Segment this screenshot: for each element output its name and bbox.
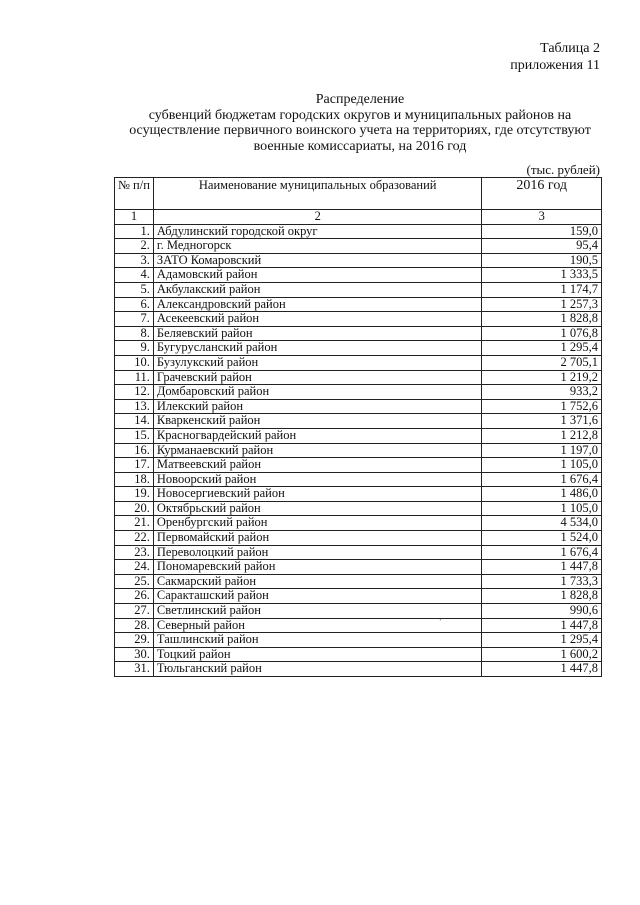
table-row	[115, 662, 602, 677]
row-number: 15.	[115, 428, 154, 443]
table-row	[115, 326, 602, 341]
row-number: 11.	[115, 370, 154, 385]
municipality-name: Северный район	[153, 618, 482, 633]
row-number: 31.	[115, 662, 154, 677]
table-row	[115, 589, 602, 604]
subvention-amount: 1 733,3	[482, 574, 602, 589]
table-row	[115, 268, 602, 283]
municipality-name: Новоорский район	[153, 472, 482, 487]
table-row	[115, 341, 602, 356]
municipality-name: Ташлинский район	[153, 633, 482, 648]
table-row	[115, 531, 602, 546]
column-number-1: 1	[115, 210, 154, 225]
subvention-amount: 1 447,8	[482, 560, 602, 575]
row-number: 9.	[115, 341, 154, 356]
subvention-amount: 1 371,6	[482, 414, 602, 429]
row-number: 27.	[115, 604, 154, 619]
table-row	[115, 647, 602, 662]
subvention-amount: 1 447,8	[482, 618, 602, 633]
row-number: 10.	[115, 355, 154, 370]
subvention-amount: 1 333,5	[482, 268, 602, 283]
row-number: 22.	[115, 531, 154, 546]
column-header-number: № п/п	[115, 178, 154, 210]
subvention-amount: 190,5	[482, 253, 602, 268]
row-number: 20.	[115, 501, 154, 516]
table-row	[115, 545, 602, 560]
subvention-amount: 1 752,6	[482, 399, 602, 414]
municipality-name: Беляевский район	[153, 326, 482, 341]
municipality-name: Бузулукский район	[153, 355, 482, 370]
municipality-name: Акбулакский район	[153, 282, 482, 297]
table-header-row	[115, 178, 602, 210]
subvention-amount: 1 600,2	[482, 647, 602, 662]
table-row	[115, 414, 602, 429]
column-header-name: Наименование муниципальных образований	[153, 178, 482, 210]
units-label: (тыс. рублей)	[526, 162, 600, 177]
title-line-1: Распределение	[315, 92, 405, 107]
row-number: 4.	[115, 268, 154, 283]
municipality-name: Грачевский район	[153, 370, 482, 385]
row-number: 13.	[115, 399, 154, 414]
appendix-reference: приложения 11	[510, 58, 600, 73]
row-number: 12.	[115, 385, 154, 400]
subvention-amount: 990,6	[482, 604, 602, 619]
column-number-3: 3	[482, 210, 602, 225]
municipality-name: Красногвардейский район	[153, 428, 482, 443]
table-row	[115, 487, 602, 502]
municipality-name: Светлинский район	[153, 604, 482, 619]
subvention-amount: 1 828,8	[482, 312, 602, 327]
table-row	[115, 472, 602, 487]
subvention-amount: 1 105,0	[482, 501, 602, 516]
table-row	[115, 501, 602, 516]
subvention-amount: 1 295,4	[482, 341, 602, 356]
municipality-name: Бугурусланский район	[153, 341, 482, 356]
table-row	[115, 574, 602, 589]
table-row	[115, 297, 602, 312]
table-row	[115, 370, 602, 385]
subvention-amount: 1 524,0	[482, 531, 602, 546]
table-row	[115, 560, 602, 575]
municipality-name: Матвеевский район	[153, 458, 482, 473]
row-number: 26.	[115, 589, 154, 604]
municipality-name: Первомайский район	[153, 531, 482, 546]
subvention-amount: 1 076,8	[482, 326, 602, 341]
column-number-2: 2	[153, 210, 482, 225]
municipality-name: Домбаровский район	[153, 385, 482, 400]
row-number: 2.	[115, 239, 154, 254]
subvention-amount: 159,0	[482, 224, 602, 239]
subvention-amount: 1 212,8	[482, 428, 602, 443]
row-number: 18.	[115, 472, 154, 487]
table-row	[115, 385, 602, 400]
row-number: 6.	[115, 297, 154, 312]
document-title	[112, 92, 608, 154]
subvention-amount: 1 295,4	[482, 633, 602, 648]
municipality-name: Кваркенский район	[153, 414, 482, 429]
row-number: 3.	[115, 253, 154, 268]
allocation-table	[114, 177, 602, 677]
municipality-name: Тоцкий район	[153, 647, 482, 662]
column-number-row	[115, 210, 602, 225]
subvention-amount: 1 486,0	[482, 487, 602, 502]
municipality-name: г. Медногорск	[153, 239, 482, 254]
row-number: 28.	[115, 618, 154, 633]
subvention-amount: 933,2	[482, 385, 602, 400]
table-row	[115, 516, 602, 531]
subvention-amount: 1 257,3	[482, 297, 602, 312]
title-line-4: военные комиссариаты, на 2016 год	[253, 138, 467, 154]
row-number: 8.	[115, 326, 154, 341]
municipality-name: Пономаревский район	[153, 560, 482, 575]
subvention-amount: 1 447,8	[482, 662, 602, 677]
subvention-amount: 2 705,1	[482, 355, 602, 370]
table-row	[115, 355, 602, 370]
municipality-name: Курманаевский район	[153, 443, 482, 458]
table-row	[115, 224, 602, 239]
subvention-amount: 1 676,4	[482, 545, 602, 560]
row-number: 17.	[115, 458, 154, 473]
subvention-amount: 95,4	[482, 239, 602, 254]
row-number: 23.	[115, 545, 154, 560]
table-row	[115, 604, 602, 619]
municipality-name: Абдулинский городской округ	[153, 224, 482, 239]
table-row	[115, 428, 602, 443]
row-number: 29.	[115, 633, 154, 648]
title-line-2: субвенций бюджетам городских округов и муниципальных районов на	[148, 107, 572, 123]
subvention-amount: 1 676,4	[482, 472, 602, 487]
municipality-name: Тюльганский район	[153, 662, 482, 677]
row-number: 25.	[115, 574, 154, 589]
municipality-name: Новосергиевский район	[153, 487, 482, 502]
subvention-amount: 1 174,7	[482, 282, 602, 297]
table-row	[115, 239, 602, 254]
row-number: 7.	[115, 312, 154, 327]
column-header-year: 2016 год	[482, 178, 602, 210]
row-number: 21.	[115, 516, 154, 531]
municipality-name: Адамовский район	[153, 268, 482, 283]
table-row	[115, 399, 602, 414]
row-number: 30.	[115, 647, 154, 662]
municipality-name: Асекеевский район	[153, 312, 482, 327]
table-row	[115, 312, 602, 327]
row-number: 1.	[115, 224, 154, 239]
municipality-name: Александровский район	[153, 297, 482, 312]
subvention-amount: 1 828,8	[482, 589, 602, 604]
table-row	[115, 633, 602, 648]
row-number: 19.	[115, 487, 154, 502]
municipality-name: ЗАТО Комаровский	[153, 253, 482, 268]
subvention-amount: 1 197,0	[482, 443, 602, 458]
municipality-name: Переволоцкий район	[153, 545, 482, 560]
table-row	[115, 282, 602, 297]
table-reference: Таблица 2	[540, 41, 600, 56]
document-reference	[510, 40, 600, 74]
table-row	[115, 458, 602, 473]
municipality-name: Саракташский район	[153, 589, 482, 604]
row-number: 24.	[115, 560, 154, 575]
subvention-amount: 1 105,0	[482, 458, 602, 473]
municipality-name: Сакмарский район	[153, 574, 482, 589]
municipality-name: Илекский район	[153, 399, 482, 414]
table-row	[115, 443, 602, 458]
table-row	[115, 253, 602, 268]
subvention-amount: 1 219,2	[482, 370, 602, 385]
municipality-name: Оренбургский район	[153, 516, 482, 531]
stray-mark: ’	[439, 617, 442, 626]
row-number: 14.	[115, 414, 154, 429]
row-number: 16.	[115, 443, 154, 458]
subvention-amount: 4 534,0	[482, 516, 602, 531]
row-number: 5.	[115, 282, 154, 297]
table-row	[115, 618, 602, 633]
title-line-3: осуществление первичного воинского учета на территориях, где отсутствуют	[129, 123, 591, 138]
municipality-name: Октябрьский район	[153, 501, 482, 516]
